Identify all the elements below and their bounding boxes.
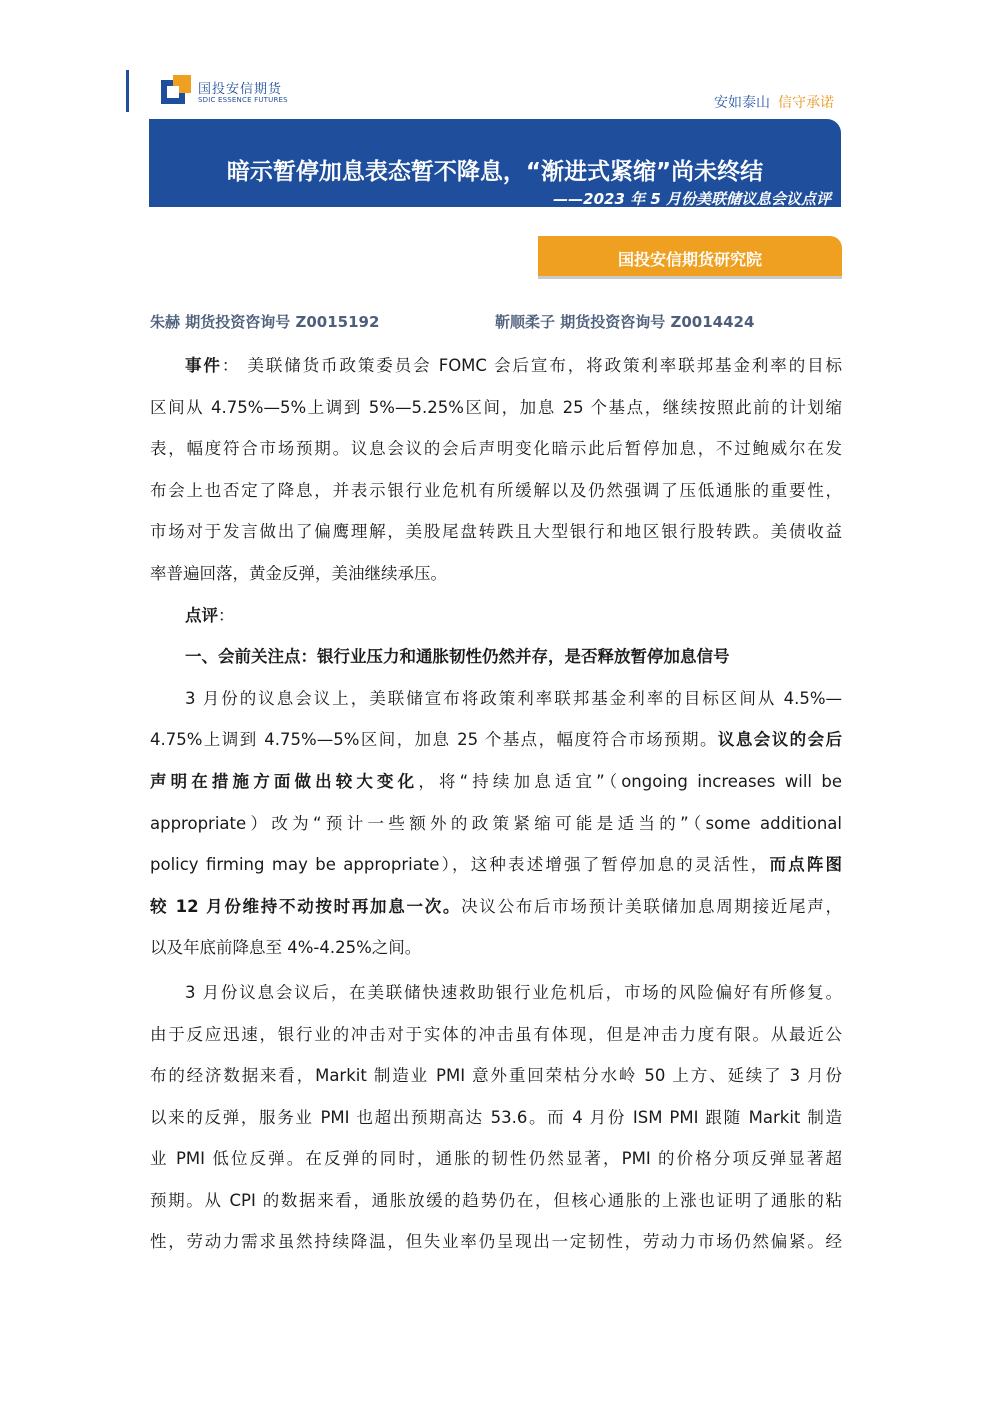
report-title: 暗示暂停加息表态暂不降息，“渐进式紧缩”尚未终结 <box>226 159 764 185</box>
title-banner <box>149 119 841 207</box>
event-paragraph-line: 区间从 4.75%—5%上调到 5%—5.25%区间，加息 25 个基点，继续按照此前的计划缩 <box>150 397 842 417</box>
author-2: 靳顺柔子 期货投资咨询号 Z0014424 <box>495 313 755 331</box>
institute-tag <box>538 236 842 278</box>
paragraph-line: 预期。从 CPI 的数据来看，通胀放缓的趋势仍在，但核心通胀的上涨也证明了通胀的粘 <box>150 1190 842 1210</box>
event-label: 事件 <box>185 356 222 375</box>
authors-line <box>150 311 842 333</box>
paragraph-line: 以来的反弹，服务业 PMI 也超出预期高达 53.6。而 4 月份 ISM PMI 跟随 Markit 制造 <box>150 1107 842 1127</box>
paragraph-line: 3 月份的议息会议上，美联储宣布将政策利率联邦基金利率的目标区间从 4.5%— <box>185 688 842 708</box>
paragraph-line: 业 PMI 低位反弹。在反弹的同时，通胀的韧性仍然显著，PMI 的价格分项反弹显著超 <box>150 1149 842 1169</box>
logo-icon <box>160 74 192 106</box>
header-accent-bar <box>126 70 129 112</box>
paragraph-line: appropriate）改为“预计一些额外的政策紧缩可能是适当的”（some additional <box>150 813 842 833</box>
slogan-part1: 安如泰山 <box>714 95 770 111</box>
paragraph-line: 4.75%上调到 4.75%—5%区间，加息 25 个基点，幅度符合市场预期。议息会议的会后 <box>150 730 842 750</box>
slogan-part2: 信守承诺 <box>778 95 834 111</box>
company-logo <box>160 74 300 108</box>
event-paragraph-line: 市场对于发言做出了偏鹰理解，美股尾盘转跌且大型银行和地区银行股转跌。美债收益 <box>150 522 842 542</box>
institute-name: 国投安信期货研究院 <box>617 250 762 269</box>
paragraph-line: 布的经济数据来看，Markit 制造业 PMI 意外重回荣枯分水岭 50 上方、延续了 3 月份 <box>150 1066 842 1086</box>
header-slogan <box>714 92 834 112</box>
paragraph-line: 以及年底前降息至 4%-4.25%之间。 <box>150 938 422 958</box>
paragraph-line: 较 12 月份维持不动按时再加息一次。决议公布后市场预计美联储加息周期接近尾声， <box>150 896 842 916</box>
paragraph-line: 性，劳动力需求虽然持续降温，但失业率仍呈现出一定韧性，劳动力市场仍然偏紧。经 <box>150 1232 842 1252</box>
event-paragraph-line: 事件： 美联储货币政策委员会 FOMC 会后宣布，将政策利率联邦基金利率的目标 <box>185 356 842 375</box>
logo-english-name: SDIC ESSENCE FUTURES <box>198 96 288 104</box>
logo-chinese-name: 国投安信期货 <box>198 82 283 97</box>
section-heading: 一、会前关注点：银行业压力和通胀韧性仍然并存，是否释放暂停加息信号 <box>185 647 730 667</box>
event-paragraph-line: 表，幅度符合市场预期。议息会议的会后声明变化暗示此后暂停加息，不过鲍威尔在发 <box>150 439 842 459</box>
comment-label: 点评： <box>185 605 235 625</box>
author-1: 朱赫 期货投资咨询号 Z0015192 <box>150 313 380 331</box>
report-subtitle: ——2023 年 5 月份美联储议息会议点评 <box>553 190 831 208</box>
paragraph-line: policy firming may be appropriate），这种表述增强了暂停加息的灵活性，而点阵图 <box>150 855 842 875</box>
institute-tag-shadow <box>538 276 842 279</box>
event-paragraph-line: 布会上也否定了降息，并表示银行业危机有所缓解以及仍然强调了压低通胀的重要性， <box>150 480 842 500</box>
paragraph-line: 3 月份议息会议后，在美联储快速救助银行业危机后，市场的风险偏好有所修复。 <box>185 982 842 1002</box>
event-paragraph-line: 率普遍回落，黄金反弹，美油继续承压。 <box>150 563 447 583</box>
article-body <box>150 345 842 1263</box>
paragraph-line: 由于反应迅速，银行业的冲击对于实体的冲击虽有体现，但是冲击力度有限。从最近公 <box>150 1024 842 1044</box>
paragraph-line: 声明在措施方面做出较大变化，将“持续加息适宜”（ongoing increases will be <box>150 771 842 791</box>
